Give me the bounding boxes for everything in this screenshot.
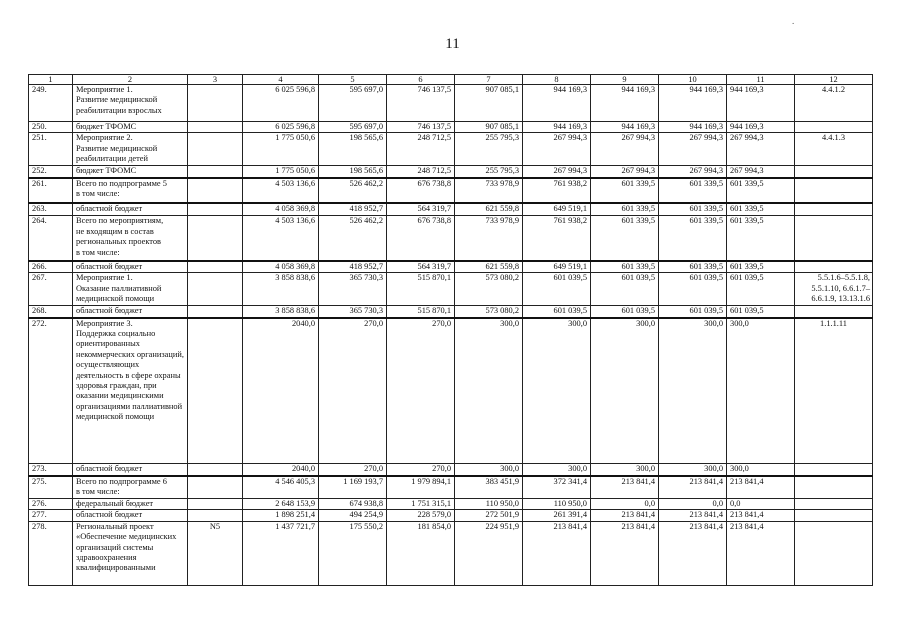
national-project-cell bbox=[188, 499, 243, 510]
row-number-cell: 273. bbox=[29, 464, 73, 476]
value-cell: 213 841,4 bbox=[523, 521, 591, 585]
row-name-cell: областной бюджет bbox=[73, 203, 188, 216]
value-cell: 213 841,4 bbox=[659, 521, 727, 585]
reference-cell bbox=[795, 464, 873, 476]
row-name-cell: федеральный бюджет bbox=[73, 499, 188, 510]
row-name-cell: бюджет ТФОМС bbox=[73, 166, 188, 178]
value-cell: 2 648 153,9 bbox=[243, 499, 319, 510]
row-number-cell: 278. bbox=[29, 521, 73, 585]
value-cell: 676 738,8 bbox=[387, 178, 455, 203]
reference-cell bbox=[795, 178, 873, 203]
reference-cell: 5.5.1.6–5.5.1.8, 5.5.1.10, 6.6.1.7– 6.6.1.9, 13.13.1.6 bbox=[795, 273, 873, 306]
value-cell: 944 169,3 bbox=[591, 122, 659, 133]
reference-cell bbox=[795, 261, 873, 273]
header-cell: 2 bbox=[73, 75, 188, 85]
value-cell: 270,0 bbox=[319, 464, 387, 476]
value-cell: 198 565,6 bbox=[319, 133, 387, 166]
reference-cell bbox=[795, 216, 873, 261]
value-cell: 267 994,3 bbox=[727, 133, 795, 166]
value-cell: 110 950,0 bbox=[455, 499, 523, 510]
reference-cell: 4.4.1.2 bbox=[795, 85, 873, 122]
value-cell: 1 437 721,7 bbox=[243, 521, 319, 585]
value-cell: 213 841,4 bbox=[591, 476, 659, 499]
value-cell: 4 058 369,8 bbox=[243, 203, 319, 216]
table-row bbox=[29, 203, 873, 216]
value-cell: 1 979 894,1 bbox=[387, 476, 455, 499]
value-cell: 418 952,7 bbox=[319, 203, 387, 216]
value-cell: 601 339,5 bbox=[591, 216, 659, 261]
value-cell: 383 451,9 bbox=[455, 476, 523, 499]
value-cell: 181 854,0 bbox=[387, 521, 455, 585]
value-cell: 6 025 596,8 bbox=[243, 85, 319, 122]
header-cell: 1 bbox=[29, 75, 73, 85]
table-row bbox=[29, 166, 873, 178]
value-cell: 213 841,4 bbox=[591, 510, 659, 521]
value-cell: 300,0 bbox=[727, 318, 795, 464]
row-number-cell: 276. bbox=[29, 499, 73, 510]
value-cell: 944 169,3 bbox=[727, 85, 795, 122]
value-cell: 300,0 bbox=[591, 318, 659, 464]
value-cell: 944 169,3 bbox=[523, 85, 591, 122]
table-row bbox=[29, 499, 873, 510]
value-cell: 601 039,5 bbox=[727, 273, 795, 306]
row-name-cell: бюджет ТФОМС bbox=[73, 122, 188, 133]
value-cell: 573 080,2 bbox=[455, 273, 523, 306]
value-cell: 365 730,3 bbox=[319, 306, 387, 318]
reference-cell: 1.1.1.11 bbox=[795, 318, 873, 464]
value-cell: 270,0 bbox=[387, 464, 455, 476]
table-row bbox=[29, 476, 873, 499]
table-row bbox=[29, 133, 873, 166]
value-cell: 601 339,5 bbox=[727, 261, 795, 273]
table-row bbox=[29, 122, 873, 133]
value-cell: 4 546 405,3 bbox=[243, 476, 319, 499]
table-row bbox=[29, 216, 873, 261]
value-cell: 300,0 bbox=[523, 318, 591, 464]
value-cell: 761 938,2 bbox=[523, 216, 591, 261]
value-cell: 198 565,6 bbox=[319, 166, 387, 178]
value-cell: 3 858 838,6 bbox=[243, 273, 319, 306]
value-cell: 649 519,1 bbox=[523, 203, 591, 216]
value-cell: 248 712,5 bbox=[387, 133, 455, 166]
value-cell: 2040,0 bbox=[243, 318, 319, 464]
scan-dot: . bbox=[792, 16, 795, 26]
value-cell: 526 462,2 bbox=[319, 216, 387, 261]
value-cell: 213 841,4 bbox=[727, 476, 795, 499]
value-cell: 248 712,5 bbox=[387, 166, 455, 178]
row-name-cell: областной бюджет bbox=[73, 510, 188, 521]
reference-cell bbox=[795, 476, 873, 499]
value-cell: 733 978,9 bbox=[455, 178, 523, 203]
table-row bbox=[29, 178, 873, 203]
table-row bbox=[29, 306, 873, 318]
header-cell: 4 bbox=[243, 75, 319, 85]
value-cell: 300,0 bbox=[591, 464, 659, 476]
value-cell: 601 339,5 bbox=[659, 178, 727, 203]
value-cell: 267 994,3 bbox=[523, 166, 591, 178]
header-cell: 6 bbox=[387, 75, 455, 85]
national-project-cell bbox=[188, 318, 243, 464]
reference-cell bbox=[795, 499, 873, 510]
national-project-cell bbox=[188, 261, 243, 273]
value-cell: 573 080,2 bbox=[455, 306, 523, 318]
value-cell: 4 503 136,6 bbox=[243, 178, 319, 203]
table-row bbox=[29, 273, 873, 306]
value-cell: 564 319,7 bbox=[387, 261, 455, 273]
row-number-cell: 249. bbox=[29, 85, 73, 122]
table-row bbox=[29, 464, 873, 476]
budget-table bbox=[28, 74, 873, 586]
value-cell: 267 994,3 bbox=[523, 133, 591, 166]
header-cell: 12 bbox=[795, 75, 873, 85]
value-cell: 6 025 596,8 bbox=[243, 122, 319, 133]
row-number-cell: 277. bbox=[29, 510, 73, 521]
value-cell: 267 994,3 bbox=[659, 133, 727, 166]
national-project-cell bbox=[188, 122, 243, 133]
value-cell: 300,0 bbox=[659, 464, 727, 476]
value-cell: 175 550,2 bbox=[319, 521, 387, 585]
row-number-cell: 252. bbox=[29, 166, 73, 178]
table-row bbox=[29, 510, 873, 521]
row-number-cell: 272. bbox=[29, 318, 73, 464]
value-cell: 267 994,3 bbox=[659, 166, 727, 178]
value-cell: 1 169 193,7 bbox=[319, 476, 387, 499]
value-cell: 255 795,3 bbox=[455, 166, 523, 178]
row-number-cell: 251. bbox=[29, 133, 73, 166]
national-project-cell bbox=[188, 203, 243, 216]
value-cell: 621 559,8 bbox=[455, 203, 523, 216]
header-cell: 7 bbox=[455, 75, 523, 85]
value-cell: 601 339,5 bbox=[659, 216, 727, 261]
value-cell: 601 339,5 bbox=[659, 203, 727, 216]
value-cell: 944 169,3 bbox=[523, 122, 591, 133]
reference-cell bbox=[795, 521, 873, 585]
national-project-cell bbox=[188, 306, 243, 318]
value-cell: 300,0 bbox=[455, 464, 523, 476]
value-cell: 272 501,9 bbox=[455, 510, 523, 521]
value-cell: 595 697,0 bbox=[319, 85, 387, 122]
header-cell: 3 bbox=[188, 75, 243, 85]
value-cell: 674 938,8 bbox=[319, 499, 387, 510]
value-cell: 4 058 369,8 bbox=[243, 261, 319, 273]
row-number-cell: 250. bbox=[29, 122, 73, 133]
value-cell: 270,0 bbox=[387, 318, 455, 464]
header-cell: 11 bbox=[727, 75, 795, 85]
value-cell: 267 994,3 bbox=[591, 166, 659, 178]
row-number-cell: 268. bbox=[29, 306, 73, 318]
value-cell: 300,0 bbox=[727, 464, 795, 476]
value-cell: 267 994,3 bbox=[727, 166, 795, 178]
value-cell: 621 559,8 bbox=[455, 261, 523, 273]
header-row bbox=[29, 75, 873, 85]
row-name-cell: Всего по мероприятиям, не входящим в состав региональных проектов в том числе: bbox=[73, 216, 188, 261]
value-cell: 595 697,0 bbox=[319, 122, 387, 133]
value-cell: 601 339,5 bbox=[591, 203, 659, 216]
row-number-cell: 263. bbox=[29, 203, 73, 216]
table-row bbox=[29, 318, 873, 464]
value-cell: 601 039,5 bbox=[523, 273, 591, 306]
value-cell: 300,0 bbox=[455, 318, 523, 464]
reference-cell bbox=[795, 122, 873, 133]
value-cell: 601 039,5 bbox=[727, 306, 795, 318]
value-cell: 213 841,4 bbox=[727, 521, 795, 585]
row-name-cell: Мероприятие 3. Поддержка социально ориентированных некоммерческих организаций, осуществляющих деятельность в сфере охраны здоровья граждан, при оказании медицинскими организациями паллиативной медицинской помощи bbox=[73, 318, 188, 464]
value-cell: 515 870,1 bbox=[387, 273, 455, 306]
value-cell: 761 938,2 bbox=[523, 178, 591, 203]
value-cell: 255 795,3 bbox=[455, 133, 523, 166]
reference-cell bbox=[795, 510, 873, 521]
value-cell: 213 841,4 bbox=[591, 521, 659, 585]
value-cell: 515 870,1 bbox=[387, 306, 455, 318]
value-cell: 526 462,2 bbox=[319, 178, 387, 203]
value-cell: 300,0 bbox=[523, 464, 591, 476]
row-number-cell: 261. bbox=[29, 178, 73, 203]
value-cell: 601 039,5 bbox=[591, 306, 659, 318]
value-cell: 907 085,1 bbox=[455, 122, 523, 133]
row-name-cell: областной бюджет bbox=[73, 306, 188, 318]
row-number-cell: 275. bbox=[29, 476, 73, 499]
value-cell: 0,0 bbox=[591, 499, 659, 510]
value-cell: 746 137,5 bbox=[387, 122, 455, 133]
value-cell: 944 169,3 bbox=[727, 122, 795, 133]
value-cell: 300,0 bbox=[659, 318, 727, 464]
value-cell: 564 319,7 bbox=[387, 203, 455, 216]
value-cell: 1 751 315,1 bbox=[387, 499, 455, 510]
value-cell: 601 339,5 bbox=[727, 178, 795, 203]
value-cell: 944 169,3 bbox=[591, 85, 659, 122]
reference-cell bbox=[795, 306, 873, 318]
value-cell: 944 169,3 bbox=[659, 122, 727, 133]
value-cell: 228 579,0 bbox=[387, 510, 455, 521]
header-cell: 10 bbox=[659, 75, 727, 85]
value-cell: 213 841,4 bbox=[659, 476, 727, 499]
value-cell: 0,0 bbox=[659, 499, 727, 510]
value-cell: 601 339,5 bbox=[591, 178, 659, 203]
row-name-cell: Мероприятие 1. Развитие медицинской реабилитации взрослых bbox=[73, 85, 188, 122]
national-project-cell bbox=[188, 476, 243, 499]
table-row bbox=[29, 521, 873, 585]
value-cell: 372 341,4 bbox=[523, 476, 591, 499]
value-cell: 601 039,5 bbox=[591, 273, 659, 306]
value-cell: 2040,0 bbox=[243, 464, 319, 476]
value-cell: 213 841,4 bbox=[659, 510, 727, 521]
value-cell: 224 951,9 bbox=[455, 521, 523, 585]
row-name-cell: Мероприятие 1. Оказание паллиативной медицинской помощи bbox=[73, 273, 188, 306]
national-project-cell bbox=[188, 216, 243, 261]
value-cell: 649 519,1 bbox=[523, 261, 591, 273]
page-number: 11 bbox=[445, 36, 460, 52]
value-cell: 1 775 050,6 bbox=[243, 166, 319, 178]
value-cell: 3 858 838,6 bbox=[243, 306, 319, 318]
national-project-cell bbox=[188, 273, 243, 306]
row-number-cell: 264. bbox=[29, 216, 73, 261]
value-cell: 907 085,1 bbox=[455, 85, 523, 122]
row-number-cell: 266. bbox=[29, 261, 73, 273]
national-project-cell bbox=[188, 510, 243, 521]
row-name-cell: областной бюджет bbox=[73, 464, 188, 476]
row-name-cell: Мероприятие 2. Развитие медицинской реабилитации детей bbox=[73, 133, 188, 166]
row-number-cell: 267. bbox=[29, 273, 73, 306]
value-cell: 0,0 bbox=[727, 499, 795, 510]
national-project-cell bbox=[188, 178, 243, 203]
value-cell: 261 391,4 bbox=[523, 510, 591, 521]
value-cell: 746 137,5 bbox=[387, 85, 455, 122]
value-cell: 267 994,3 bbox=[591, 133, 659, 166]
value-cell: 601 039,5 bbox=[659, 306, 727, 318]
value-cell: 944 169,3 bbox=[659, 85, 727, 122]
row-name-cell: Региональный проект «Обеспечение медицинских организаций системы здравоохранения квалифицированными bbox=[73, 521, 188, 585]
value-cell: 733 978,9 bbox=[455, 216, 523, 261]
value-cell: 365 730,3 bbox=[319, 273, 387, 306]
national-project-cell bbox=[188, 166, 243, 178]
value-cell: 418 952,7 bbox=[319, 261, 387, 273]
header-cell: 5 bbox=[319, 75, 387, 85]
value-cell: 270,0 bbox=[319, 318, 387, 464]
value-cell: 601 339,5 bbox=[727, 203, 795, 216]
value-cell: 601 339,5 bbox=[727, 216, 795, 261]
value-cell: 601 339,5 bbox=[591, 261, 659, 273]
row-name-cell: Всего по подпрограмме 6 в том числе: bbox=[73, 476, 188, 499]
header-cell: 8 bbox=[523, 75, 591, 85]
reference-cell bbox=[795, 166, 873, 178]
reference-cell: 4.4.1.3 bbox=[795, 133, 873, 166]
value-cell: 4 503 136,6 bbox=[243, 216, 319, 261]
value-cell: 601 039,5 bbox=[659, 273, 727, 306]
reference-cell bbox=[795, 203, 873, 216]
value-cell: 601 039,5 bbox=[523, 306, 591, 318]
national-project-cell bbox=[188, 85, 243, 122]
row-name-cell: областной бюджет bbox=[73, 261, 188, 273]
national-project-cell: N5 bbox=[188, 521, 243, 585]
value-cell: 494 254,9 bbox=[319, 510, 387, 521]
national-project-cell bbox=[188, 133, 243, 166]
value-cell: 601 339,5 bbox=[659, 261, 727, 273]
value-cell: 676 738,8 bbox=[387, 216, 455, 261]
value-cell: 1 775 050,6 bbox=[243, 133, 319, 166]
value-cell: 110 950,0 bbox=[523, 499, 591, 510]
row-name-cell: Всего по подпрограмме 5 в том числе: bbox=[73, 178, 188, 203]
table-row bbox=[29, 85, 873, 122]
header-cell: 9 bbox=[591, 75, 659, 85]
national-project-cell bbox=[188, 464, 243, 476]
value-cell: 213 841,4 bbox=[727, 510, 795, 521]
value-cell: 1 898 251,4 bbox=[243, 510, 319, 521]
table-row bbox=[29, 261, 873, 273]
